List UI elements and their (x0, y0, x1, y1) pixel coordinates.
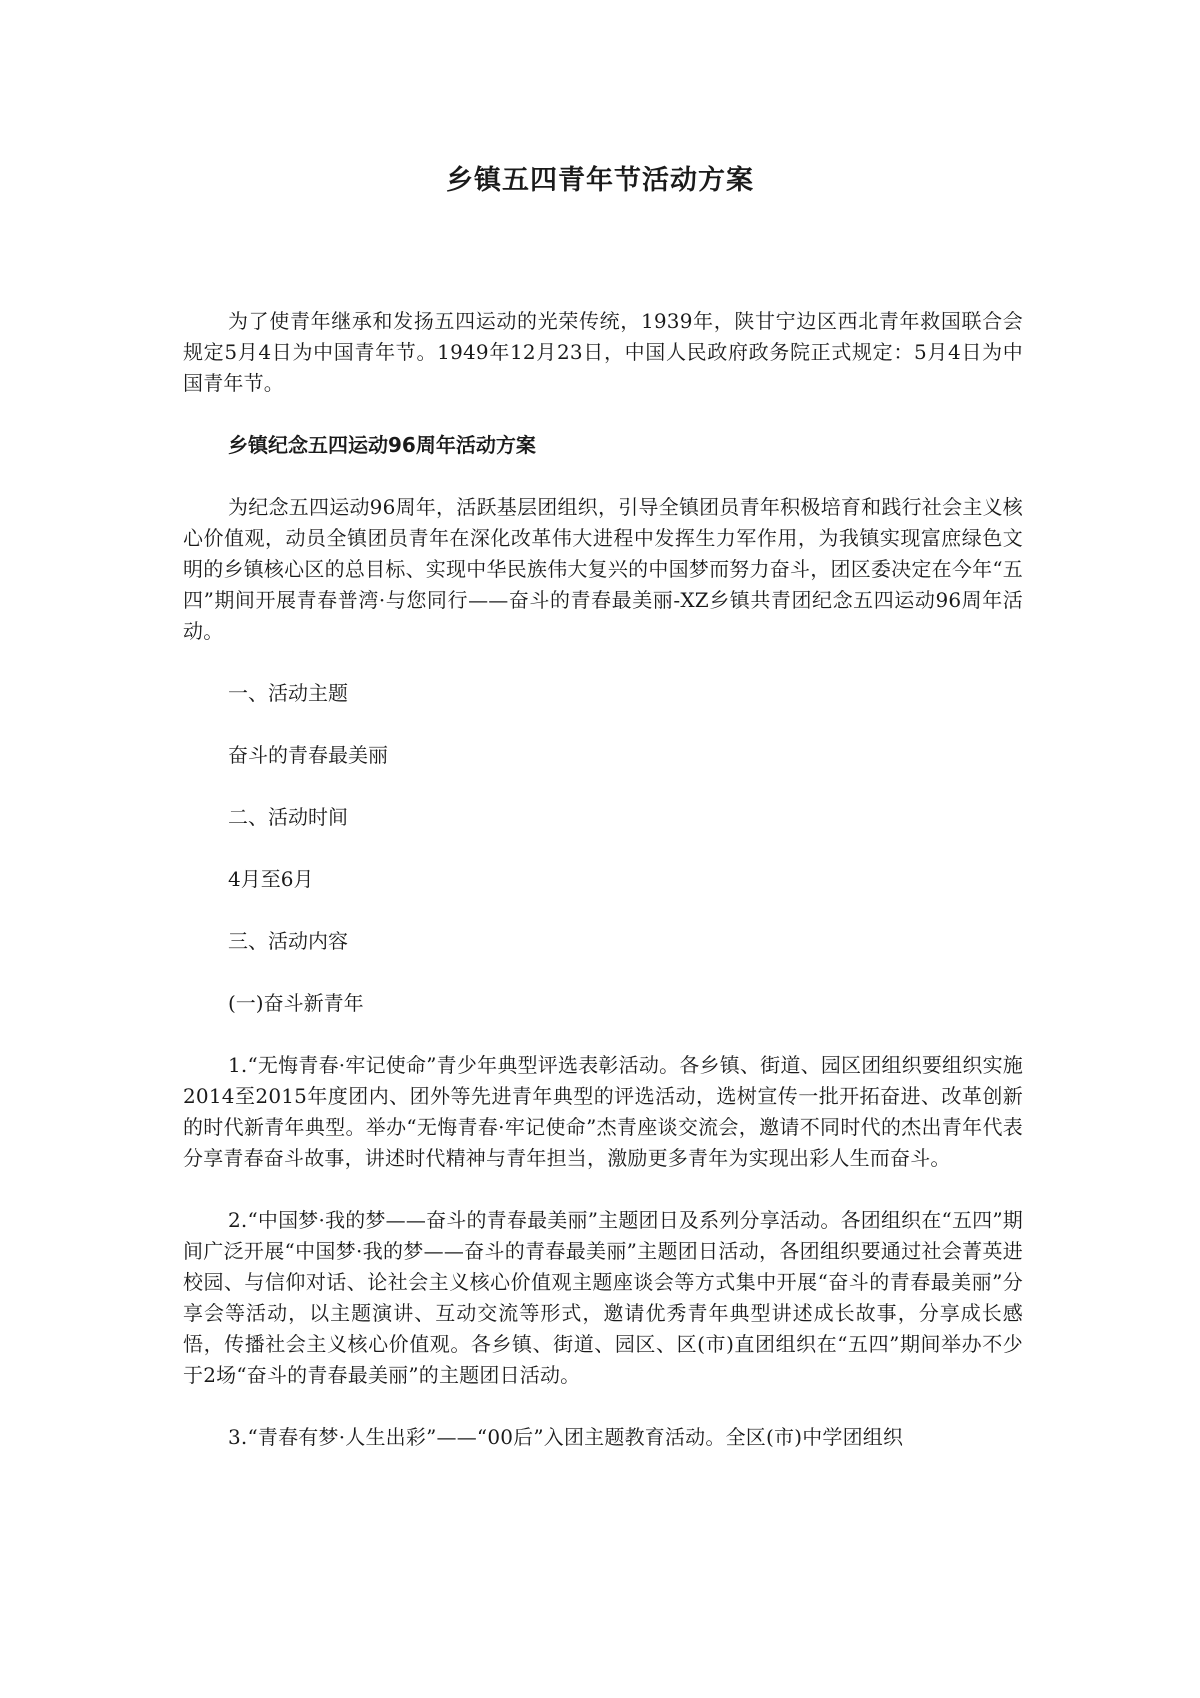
section-heading-theme: 一、活动主题 (228, 681, 348, 705)
list-item-3: 3.“青春有梦·人生出彩”——“00后”入团主题教育活动。全区(市)中学团组织 (228, 1425, 904, 1449)
document-title: 乡镇五四青年节活动方案 (446, 165, 754, 196)
document-body (183, 306, 1023, 1484)
list-item-1: 1.“无悔青春·牢记使命”青少年典型评选表彰活动。各乡镇、街道、园区团组织要组织实施2014至2015年度团内、团外等先进青年典型的评选活动，选树宣传一批开拓奋进、改革创新的时代新青年典型。举办“无悔青春·牢记使命”杰青座谈交流会，邀请不同时代的杰出青年代表分享青春奋斗故事，讲述时代精神与青年担当，激励更多青年为实现出彩人生而奋斗。 (183, 1053, 1023, 1170)
section-heading-time: 二、活动时间 (228, 805, 348, 829)
purpose-paragraph: 为纪念五四运动96周年，活跃基层团组织，引导全镇团员青年积极培育和践行社会主义核心价值观，动员全镇团员青年在深化改革伟大进程中发挥生力军作用，为我镇实现富庶绿色文明的乡镇核心区的总目标、实现中华民族伟大复兴的中国梦而努力奋斗，团区委决定在今年“五四”期间开展青春普湾·与您同行——奋斗的青春最美丽-XZ乡镇共青团纪念五四运动96周年活动。 (183, 495, 1023, 643)
list-item-2: 2.“中国梦·我的梦——奋斗的青春最美丽”主题团日及系列分享活动。各团组织在“五四”期间广泛开展“中国梦·我的梦——奋斗的青春最美丽”主题团日活动，各团组织要通过社会菁英进校园、与信仰对话、论社会主义核心价值观主题座谈会等方式集中开展“奋斗的青春最美丽”分享会等活动，以主题演讲、互动交流等形式，邀请优秀青年典型讲述成长故事，分享成长感悟，传播社会主义核心价值观。各乡镇、街道、园区、区(市)直团组织在“五四”期间举办不少于2场“奋斗的青春最美丽”的主题团日活动。 (183, 1208, 1023, 1387)
plan-subtitle: 乡镇纪念五四运动96周年活动方案 (228, 433, 536, 457)
intro-paragraph: 为了使青年继承和发扬五四运动的光荣传统，1939年，陕甘宁边区西北青年救国联合会规定5月4日为中国青年节。1949年12月23日，中国人民政府政务院正式规定：5月4日为中国青年节。 (183, 309, 1023, 395)
section-heading-content: 三、活动内容 (228, 929, 348, 953)
subsection-heading-youth: (一)奋斗新青年 (228, 991, 364, 1015)
section-content-theme: 奋斗的青春最美丽 (228, 743, 388, 767)
section-content-time: 4月至6月 (228, 867, 314, 891)
